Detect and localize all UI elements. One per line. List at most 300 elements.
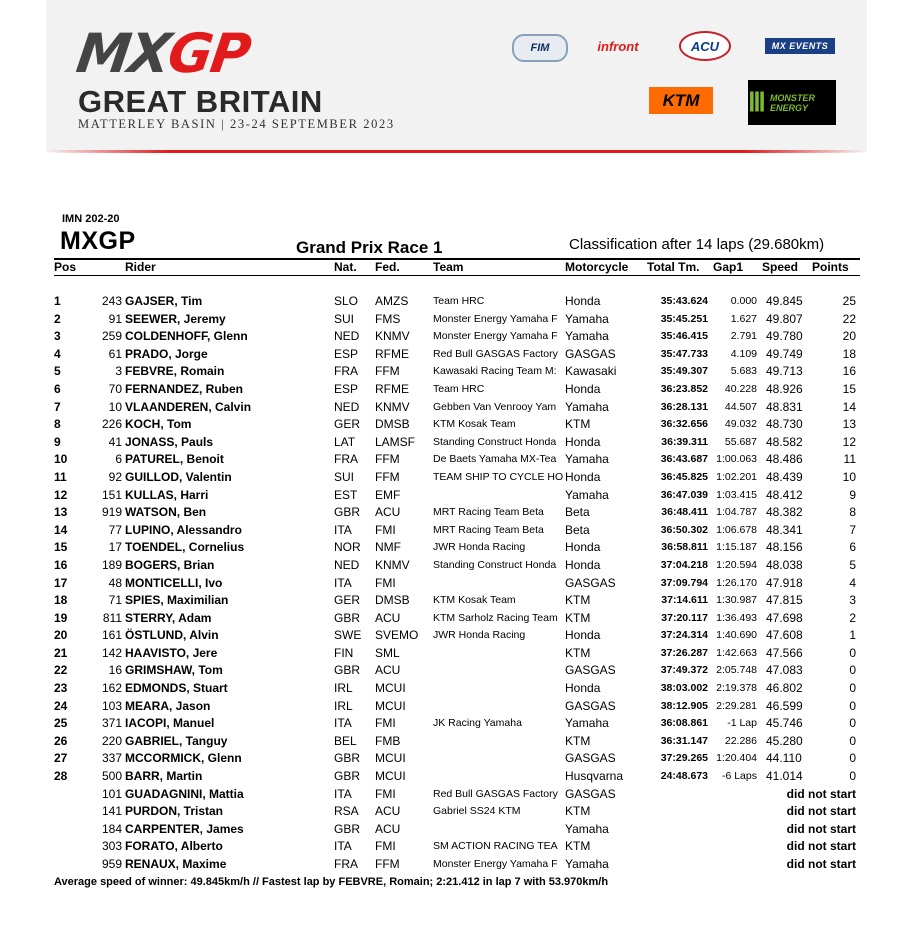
header-nat: Nat.: [334, 260, 357, 274]
motorcycle-cell: Yamaha: [565, 487, 609, 502]
table-row: [0, 768, 910, 786]
rider-name-cell: EDMONDS, Stuart: [125, 681, 228, 696]
motorcycle-cell: Yamaha: [565, 399, 609, 414]
team-cell: Red Bull GASGAS Factory: [433, 787, 558, 800]
bib-number-cell: 92: [108, 469, 122, 484]
speed-cell: 47.698: [766, 610, 803, 625]
nationality-cell: ESP: [334, 381, 359, 396]
bib-number-cell: 811: [102, 610, 122, 625]
infront-logo: infront: [597, 38, 639, 54]
total-time-cell: 37:04.218: [660, 558, 708, 571]
motorcycle-cell: Beta: [565, 505, 590, 520]
points-cell: 0: [849, 663, 856, 678]
bib-number-cell: 371: [101, 716, 122, 731]
motorcycle-cell: Honda: [565, 434, 601, 449]
gap-cell: 2:29.281: [716, 699, 757, 712]
total-time-cell: 35:47.733: [660, 347, 708, 360]
gap-cell: 1:15.187: [716, 541, 757, 554]
nationality-cell: RSA: [334, 804, 359, 819]
bib-number-cell: 48: [108, 575, 122, 590]
rider-name-cell: ÖSTLUND, Alvin: [125, 628, 219, 643]
mxgp-logo: [72, 22, 253, 85]
federation-cell: FMI: [375, 786, 396, 801]
table-row: [0, 487, 910, 505]
team-cell: MRT Racing Team Beta: [433, 506, 544, 519]
nationality-cell: IRL: [334, 698, 353, 713]
total-time-cell: 37:24.314: [660, 629, 708, 642]
points-cell: 0: [849, 645, 856, 660]
rider-name-cell: FORATO, Alberto: [125, 839, 223, 854]
motorcycle-cell: Honda: [565, 681, 601, 696]
bib-number-cell: 91: [108, 311, 122, 326]
position-cell: 19: [54, 610, 68, 625]
total-time-cell: 36:48.411: [661, 506, 708, 519]
speed-cell: 41.014: [766, 769, 803, 784]
status-cell: did not start: [786, 786, 856, 801]
motorcycle-cell: GASGAS: [565, 346, 616, 361]
acu-logo: ACU: [679, 31, 731, 61]
motorcycle-cell: Honda: [565, 469, 601, 484]
table-row: [0, 803, 910, 821]
rider-name-cell: GUADAGNINI, Mattia: [125, 786, 244, 801]
points-cell: 22: [842, 311, 856, 326]
rider-name-cell: IACOPI, Manuel: [125, 716, 215, 731]
table-row: [0, 381, 910, 399]
team-cell: MRT Racing Team Beta: [433, 523, 544, 536]
gap-cell: 1:00.063: [716, 453, 757, 466]
nationality-cell: NED: [334, 329, 360, 344]
total-time-cell: 36:32.656: [660, 418, 708, 431]
points-cell: 11: [843, 452, 856, 467]
total-time-cell: 36:58.811: [661, 541, 708, 554]
motorcycle-cell: Honda: [565, 628, 601, 643]
nationality-cell: ITA: [334, 786, 352, 801]
position-cell: 26: [54, 733, 68, 748]
federation-cell: NMF: [375, 540, 401, 555]
total-time-cell: 36:31.147: [660, 734, 708, 747]
position-cell: 7: [54, 399, 61, 414]
position-cell: 1: [54, 294, 61, 308]
nationality-cell: NOR: [334, 540, 361, 555]
table-row: [0, 346, 910, 364]
speed-cell: 48.382: [766, 505, 803, 520]
motorcycle-cell: Yamaha: [565, 329, 609, 344]
team-cell: SM ACTION RACING TEA: [433, 840, 558, 853]
nationality-cell: GER: [334, 417, 361, 432]
results-table: [0, 293, 910, 874]
bib-number-cell: 220: [101, 733, 122, 748]
motorcycle-cell: Yamaha: [565, 452, 609, 467]
nationality-cell: FRA: [334, 452, 358, 467]
position-cell: 11: [54, 469, 67, 484]
motorcycle-cell: GASGAS: [565, 663, 616, 678]
table-row: [0, 399, 910, 417]
table-row: [0, 733, 910, 751]
bib-number-cell: 70: [108, 381, 122, 396]
total-time-cell: 35:46.415: [660, 330, 708, 343]
motorcycle-cell: Yamaha: [565, 311, 609, 326]
federation-cell: MCUI: [375, 751, 406, 766]
federation-cell: FFM: [375, 364, 400, 379]
speed-cell: 49.845: [766, 294, 803, 308]
bib-number-cell: 16: [108, 663, 122, 678]
motorcycle-cell: Honda: [565, 540, 601, 555]
rider-name-cell: BOGERS, Brian: [125, 557, 215, 572]
rider-name-cell: MONTICELLI, Ivo: [125, 575, 223, 590]
team-cell: Monster Energy Yamaha F: [433, 858, 558, 870]
speed-cell: 46.599: [766, 698, 803, 713]
rider-name-cell: SEEWER, Jeremy: [125, 311, 226, 326]
team-cell: Monster Energy Yamaha F: [433, 330, 558, 343]
rider-name-cell: JONASS, Pauls: [125, 434, 214, 449]
gap-cell: 1:04.787: [716, 506, 757, 519]
federation-cell: KNMV: [375, 399, 410, 414]
nationality-cell: SUI: [334, 311, 355, 326]
speed-cell: 48.038: [766, 557, 803, 572]
table-row: [0, 680, 910, 698]
gap-cell: -1 Lap: [727, 717, 757, 730]
speed-cell: 45.746: [766, 716, 803, 731]
gap-cell: 0.000: [730, 295, 757, 307]
team-cell: TEAM SHIP TO CYCLE HO: [433, 470, 563, 483]
speed-cell: 49.749: [766, 346, 803, 361]
points-cell: 14: [842, 399, 856, 414]
race-title: Grand Prix Race 1: [296, 238, 443, 257]
position-cell: 13: [54, 505, 68, 520]
nationality-cell: GER: [334, 593, 361, 608]
bib-number-cell: 61: [108, 346, 122, 361]
team-cell: KTM Kosak Team: [433, 594, 516, 607]
classification-caption: Classification after 14 laps (29.680km): [569, 236, 825, 253]
total-time-cell: 36:39.311: [661, 435, 708, 448]
points-cell: 0: [849, 733, 856, 748]
motorcycle-cell: Honda: [565, 381, 601, 396]
total-time-cell: 36:45.825: [660, 470, 708, 483]
table-row: [0, 715, 910, 733]
position-cell: 9: [54, 434, 61, 449]
team-cell: JWR Honda Racing: [433, 541, 526, 554]
team-cell: Gabriel SS24 KTM: [433, 805, 521, 818]
motorcycle-cell: KTM: [565, 733, 591, 748]
event-subtitle: MATTERLEY BASIN | 23-24 SEPTEMBER 2023: [78, 117, 395, 131]
points-cell: 5: [849, 557, 856, 572]
monster-claw-icon: Ⅲ: [748, 87, 766, 117]
table-row: [0, 821, 910, 839]
rider-name-cell: MCCORMICK, Glenn: [125, 751, 242, 766]
header-team: Team: [433, 260, 464, 274]
header-fed: Fed.: [375, 260, 400, 274]
rider-name-cell: GAJSER, Tim: [125, 294, 203, 308]
federation-cell: SVEMO: [375, 628, 419, 643]
position-cell: 2: [54, 311, 61, 326]
position-cell: 17: [54, 575, 68, 590]
table-row: [0, 750, 910, 768]
gap-cell: 40.228: [724, 382, 757, 395]
total-time-cell: 35:45.251: [660, 312, 708, 325]
position-cell: 27: [54, 751, 68, 766]
gap-cell: 1:30.987: [716, 594, 757, 607]
team-cell: JK Racing Yamaha: [433, 717, 522, 730]
motorcycle-cell: KTM: [565, 593, 591, 608]
total-time-cell: 37:14.611: [661, 594, 708, 607]
federation-cell: RFME: [375, 346, 409, 361]
bib-number-cell: 337: [101, 751, 122, 766]
class-title: MXGP: [60, 227, 136, 255]
position-cell: 25: [54, 716, 68, 731]
status-cell: did not start: [786, 857, 856, 871]
motorcycle-cell: Beta: [565, 522, 590, 537]
table-row: [0, 838, 910, 856]
rider-name-cell: CARPENTER, James: [125, 821, 244, 836]
motorcycle-cell: Honda: [565, 294, 601, 308]
points-cell: 25: [842, 294, 856, 308]
rider-name-cell: MEARA, Jason: [125, 698, 211, 713]
team-cell: Team HRC: [433, 295, 485, 307]
header-pos: Pos: [54, 260, 77, 274]
nationality-cell: NED: [334, 557, 360, 572]
position-cell: 8: [54, 417, 61, 432]
nationality-cell: SWE: [334, 628, 362, 643]
points-cell: 15: [842, 381, 856, 396]
points-cell: 16: [842, 364, 856, 379]
bib-number-cell: 500: [101, 769, 122, 784]
team-cell: JWR Honda Racing: [433, 629, 526, 642]
federation-cell: KNMV: [375, 557, 410, 572]
total-time-cell: 36:28.131: [660, 400, 708, 413]
table-row: [0, 504, 910, 522]
position-cell: 15: [54, 540, 68, 555]
speed-cell: 48.412: [766, 487, 803, 502]
team-cell: De Baets Yamaha MX-Tea: [433, 453, 557, 466]
rider-name-cell: GUILLOD, Valentin: [125, 469, 232, 484]
points-cell: 9: [849, 487, 856, 502]
speed-cell: 48.486: [766, 452, 803, 467]
nationality-cell: FRA: [334, 857, 358, 871]
fim-logo: FIM: [512, 34, 568, 62]
points-cell: 0: [849, 698, 856, 713]
gap-cell: 1:36.493: [716, 611, 757, 624]
motorcycle-cell: GASGAS: [565, 786, 616, 801]
rider-name-cell: COLDENHOFF, Glenn: [125, 329, 248, 344]
bib-number-cell: 259: [101, 329, 122, 344]
points-cell: 7: [849, 522, 856, 537]
speed-cell: 48.730: [766, 417, 803, 432]
speed-cell: 44.110: [766, 751, 802, 766]
position-cell: 10: [54, 452, 68, 467]
motorcycle-cell: GASGAS: [565, 751, 616, 766]
points-cell: 12: [842, 434, 856, 449]
rider-name-cell: GRIMSHAW, Tom: [125, 663, 223, 678]
bib-number-cell: 141: [101, 804, 122, 819]
position-cell: 12: [54, 487, 68, 502]
gap-cell: 1:40.690: [716, 629, 757, 642]
bib-number-cell: 161: [101, 628, 122, 643]
bib-number-cell: 10: [108, 399, 122, 414]
position-cell: 3: [54, 329, 61, 344]
bib-number-cell: 71: [108, 593, 122, 608]
motorcycle-cell: KTM: [565, 610, 591, 625]
gap-cell: 2:05.748: [716, 664, 757, 677]
header-rider: Rider: [125, 260, 156, 274]
nationality-cell: IRL: [334, 681, 353, 696]
table-row: [0, 469, 910, 487]
team-cell: Team HRC: [433, 382, 485, 395]
table-row: [0, 451, 910, 469]
table-row: [0, 627, 910, 645]
speed-cell: 45.280: [766, 733, 803, 748]
table-row: [0, 786, 910, 804]
rider-name-cell: VLAANDEREN, Calvin: [125, 399, 252, 414]
gap-cell: 1:42.663: [716, 646, 757, 659]
nationality-cell: NED: [334, 399, 360, 414]
federation-cell: FMI: [375, 522, 396, 537]
header-total-time: Total Tm.: [647, 260, 700, 274]
total-time-cell: 38:12.905: [660, 699, 708, 712]
header-points: Points: [812, 260, 849, 274]
points-cell: 3: [849, 593, 856, 608]
total-time-cell: 37:26.287: [660, 646, 708, 659]
motorcycle-cell: KTM: [565, 417, 591, 432]
header-speed: Speed: [762, 260, 799, 274]
federation-cell: KNMV: [375, 329, 410, 344]
table-row: [0, 575, 910, 593]
federation-cell: FMI: [375, 839, 396, 854]
points-cell: 6: [849, 540, 856, 555]
gap-cell: 1.627: [730, 312, 757, 325]
status-cell: did not start: [786, 839, 856, 854]
nationality-cell: ESP: [334, 346, 359, 361]
speed-cell: 47.083: [766, 663, 803, 678]
gap-cell: 1:06.678: [716, 523, 757, 536]
speed-cell: 49.807: [766, 311, 803, 326]
rider-name-cell: FEBVRE, Romain: [125, 364, 225, 379]
total-time-cell: 37:20.117: [661, 611, 708, 624]
total-time-cell: 24:48.673: [660, 770, 708, 783]
rider-name-cell: PURDON, Tristan: [125, 804, 224, 819]
points-cell: 10: [842, 469, 856, 484]
rider-name-cell: TOENDEL, Cornelius: [125, 540, 245, 555]
gap-cell: 44.507: [724, 400, 757, 413]
speed-cell: 49.713: [766, 364, 803, 379]
speed-cell: 47.566: [766, 645, 803, 660]
gap-cell: 1:02.201: [716, 470, 757, 483]
team-cell: Standing Construct Honda: [433, 435, 557, 448]
table-row: [0, 293, 910, 311]
nationality-cell: FIN: [334, 645, 354, 660]
points-cell: 1: [849, 628, 856, 643]
federation-cell: SML: [375, 645, 400, 660]
federation-cell: FFM: [375, 469, 400, 484]
federation-cell: MCUI: [375, 769, 406, 784]
position-cell: 21: [54, 645, 68, 660]
logo-mx-text: MX: [72, 22, 174, 85]
rider-name-cell: WATSON, Ben: [125, 505, 207, 520]
federation-cell: FMS: [375, 311, 401, 326]
speed-cell: 49.780: [766, 329, 803, 344]
table-row: [0, 557, 910, 575]
bib-number-cell: 303: [101, 839, 122, 854]
speed-cell: 48.831: [766, 399, 803, 414]
nationality-cell: LAT: [334, 434, 356, 449]
nationality-cell: GBR: [334, 769, 361, 784]
nationality-cell: GBR: [334, 821, 361, 836]
points-cell: 18: [842, 346, 856, 361]
table-row: [0, 539, 910, 557]
federation-cell: FMI: [375, 716, 396, 731]
points-cell: 0: [849, 716, 856, 731]
federation-cell: FMI: [375, 575, 396, 590]
nationality-cell: GBR: [334, 610, 361, 625]
speed-cell: 47.918: [766, 575, 803, 590]
position-cell: 22: [54, 663, 68, 678]
points-cell: 2: [849, 610, 856, 625]
rider-name-cell: GABRIEL, Tanguy: [125, 733, 228, 748]
rider-name-cell: KULLAS, Harri: [125, 487, 209, 502]
nationality-cell: ITA: [334, 575, 352, 590]
header-motorcycle: Motorcycle: [565, 260, 629, 274]
federation-cell: ACU: [375, 505, 401, 520]
rider-name-cell: HAAVISTO, Jere: [125, 645, 218, 660]
federation-cell: FFM: [375, 857, 400, 871]
gap-cell: 2:19.378: [716, 682, 757, 695]
points-cell: 13: [842, 417, 856, 432]
bib-number-cell: 184: [101, 821, 122, 836]
motorcycle-cell: Honda: [565, 557, 601, 572]
gap-cell: 1:20.404: [716, 752, 757, 765]
rider-name-cell: STERRY, Adam: [125, 610, 212, 625]
table-row: [0, 856, 910, 874]
nationality-cell: ITA: [334, 522, 352, 537]
status-cell: did not start: [786, 804, 856, 819]
position-cell: 14: [54, 522, 68, 537]
team-cell: KTM Kosak Team: [433, 418, 516, 431]
motorcycle-cell: Yamaha: [565, 857, 609, 871]
motorcycle-cell: Yamaha: [565, 821, 609, 836]
table-row: [0, 311, 910, 329]
nationality-cell: FRA: [334, 364, 358, 379]
position-cell: 6: [54, 381, 61, 396]
motorcycle-cell: GASGAS: [565, 698, 616, 713]
event-title: GREAT BRITAIN: [78, 84, 323, 119]
team-cell: Standing Construct Honda: [433, 558, 557, 571]
team-cell: KTM Sarholz Racing Team: [433, 611, 558, 624]
bib-number-cell: 959: [101, 857, 122, 871]
motorcycle-cell: Husqvarna: [565, 769, 624, 784]
bib-number-cell: 103: [101, 698, 122, 713]
motorcycle-cell: Kawasaki: [565, 364, 617, 379]
total-time-cell: 37:09.794: [660, 576, 708, 589]
total-time-cell: 35:49.307: [660, 365, 708, 378]
points-cell: 8: [849, 505, 856, 520]
table-row: [0, 698, 910, 716]
gap-cell: 2.791: [730, 330, 757, 343]
points-cell: 4: [849, 575, 856, 590]
header-gap: Gap1: [713, 260, 744, 274]
federation-cell: ACU: [375, 610, 401, 625]
gap-cell: 49.032: [724, 418, 757, 431]
table-row: [0, 522, 910, 540]
motorcycle-cell: KTM: [565, 839, 591, 854]
document-code: IMN 202-20: [62, 213, 120, 225]
bib-number-cell: 41: [108, 434, 122, 449]
total-time-cell: 36:08.861: [660, 717, 708, 730]
team-cell: Gebben Van Venrooy Yam: [433, 400, 557, 413]
nationality-cell: GBR: [334, 751, 361, 766]
table-row: [0, 645, 910, 663]
bib-number-cell: 101: [101, 786, 122, 801]
position-cell: 24: [54, 698, 68, 713]
speed-cell: 46.802: [766, 681, 803, 696]
